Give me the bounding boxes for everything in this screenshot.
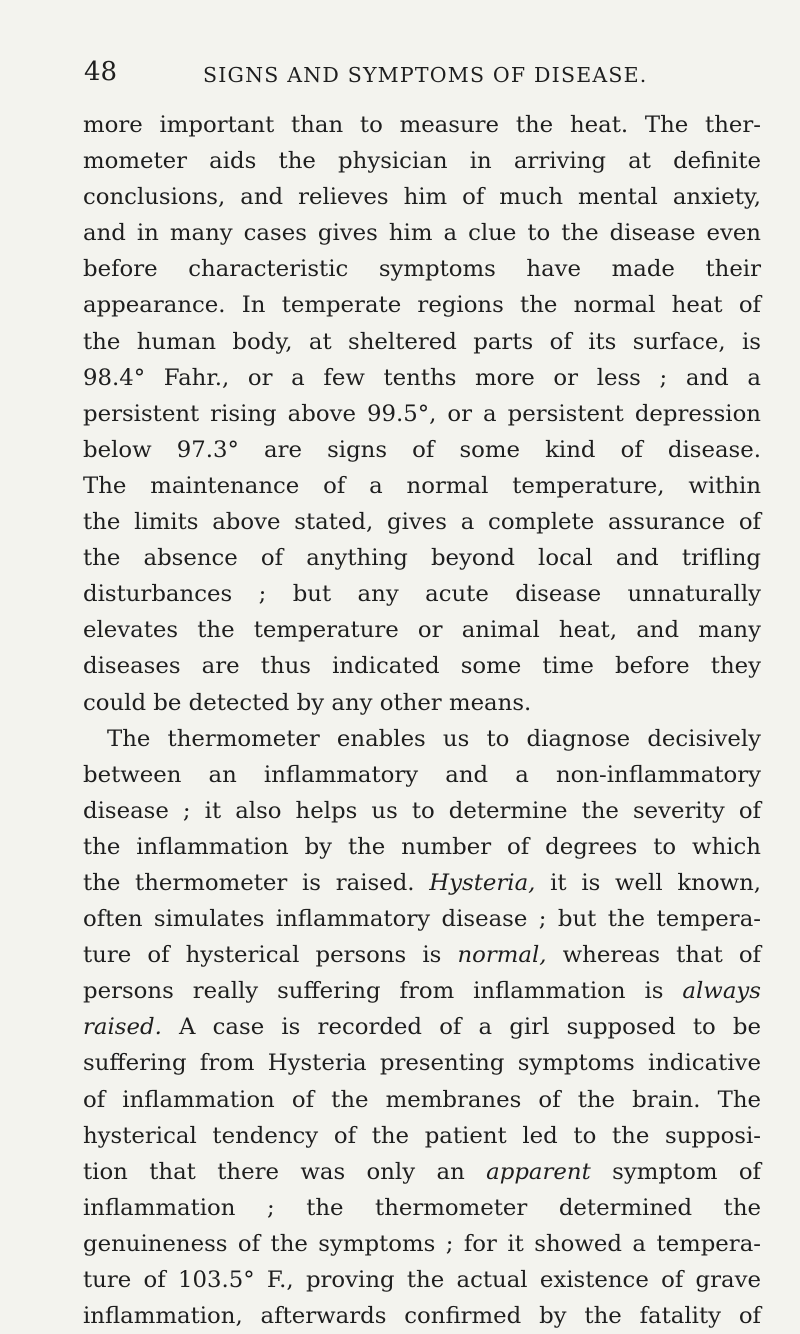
text-line: suffering from Hysteria presenting symptoms indicative xyxy=(83,1050,761,1077)
text-line: between an inflammatory and a non-inflammatory xyxy=(83,761,761,788)
text-line xyxy=(83,865,761,901)
line-segment: ture of hysterical persons is xyxy=(83,942,458,969)
italic-term: raised. xyxy=(83,1014,162,1041)
line-segment: persons really suffering from inflammation is xyxy=(83,978,683,1005)
text-line: and in many cases gives him a clue to the disease even xyxy=(83,220,761,247)
text-line: the limits above stated, gives a complete assurance of xyxy=(83,509,761,536)
text-line: of inflammation of the membranes of the brain. The xyxy=(83,1086,761,1113)
italic-term: always xyxy=(682,978,761,1005)
line-segment: the thermometer is raised. xyxy=(83,869,415,896)
text-line: inflammation, afterwards confirmed by the fatality of xyxy=(83,1303,761,1330)
text-line xyxy=(83,973,761,1009)
text-line: below 97.3° are signs of some kind of disease. xyxy=(83,436,761,463)
text-line: diseases are thus indicated some time before they xyxy=(83,653,761,680)
italic-term: apparent xyxy=(486,1158,591,1185)
paragraph-end-line: could be detected by any other means. xyxy=(83,689,532,716)
running-title: SIGNS AND SYMPTOMS OF DISEASE. xyxy=(203,63,648,87)
text-line: genuineness of the symptoms ; for it showed a tempera- xyxy=(83,1230,761,1257)
italic-term: normal, xyxy=(457,942,547,969)
text-line: often simulates inflammatory disease ; but the tempera- xyxy=(83,906,761,933)
line-segment: A case is recorded of a girl supposed to be xyxy=(161,1014,761,1041)
text-line xyxy=(83,1154,761,1190)
text-line: mometer aids the physician in arriving at definite xyxy=(83,148,761,175)
line-segment: whereas that of xyxy=(546,942,761,969)
text-line: The maintenance of a normal temperature, within xyxy=(83,472,761,499)
text-line: the inflammation by the number of degrees to which xyxy=(83,833,761,860)
text-line: disease ; it also helps us to determine the severity of xyxy=(83,797,761,824)
text-line: disturbances ; but any acute disease unnaturally xyxy=(83,581,761,608)
italic-term: Hysteria, xyxy=(429,869,536,896)
text-line: the absence of anything beyond local and trifling xyxy=(83,545,761,572)
text-line: elevates the temperature or animal heat, and many xyxy=(83,617,761,644)
text-line: inflammation ; the thermometer determined the xyxy=(83,1194,761,1221)
text-line: the human body, at sheltered parts of its surface, is xyxy=(83,328,761,355)
text-line: 98.4° Fahr., or a few tenths more or less ; and a xyxy=(83,364,761,391)
text-line: hysterical tendency of the patient led to the supposi- xyxy=(83,1122,761,1149)
page-number: 48 xyxy=(84,57,118,87)
page-header xyxy=(0,57,800,97)
line-segment: tion that there was only an xyxy=(83,1158,487,1185)
text-line xyxy=(83,937,761,973)
line-segment: it is well known, xyxy=(535,869,762,896)
line-segment: symptom of xyxy=(590,1158,761,1185)
text-line: ture of 103.5° F., proving the actual existence of grave xyxy=(83,1267,761,1293)
text-line xyxy=(83,1009,761,1045)
text-line: before characteristic symptoms have made their xyxy=(83,256,761,283)
paragraph-start-line: The thermometer enables us to diagnose decisively xyxy=(107,725,761,752)
text-line: more important than to measure the heat. The ther- xyxy=(83,112,761,138)
body-text xyxy=(83,107,761,1334)
text-line: conclusions, and relieves him of much mental anxiety, xyxy=(83,184,761,211)
text-line: persistent rising above 99.5°, or a persistent depression xyxy=(83,400,761,427)
text-line: appearance. In temperate regions the normal heat of xyxy=(83,292,761,319)
